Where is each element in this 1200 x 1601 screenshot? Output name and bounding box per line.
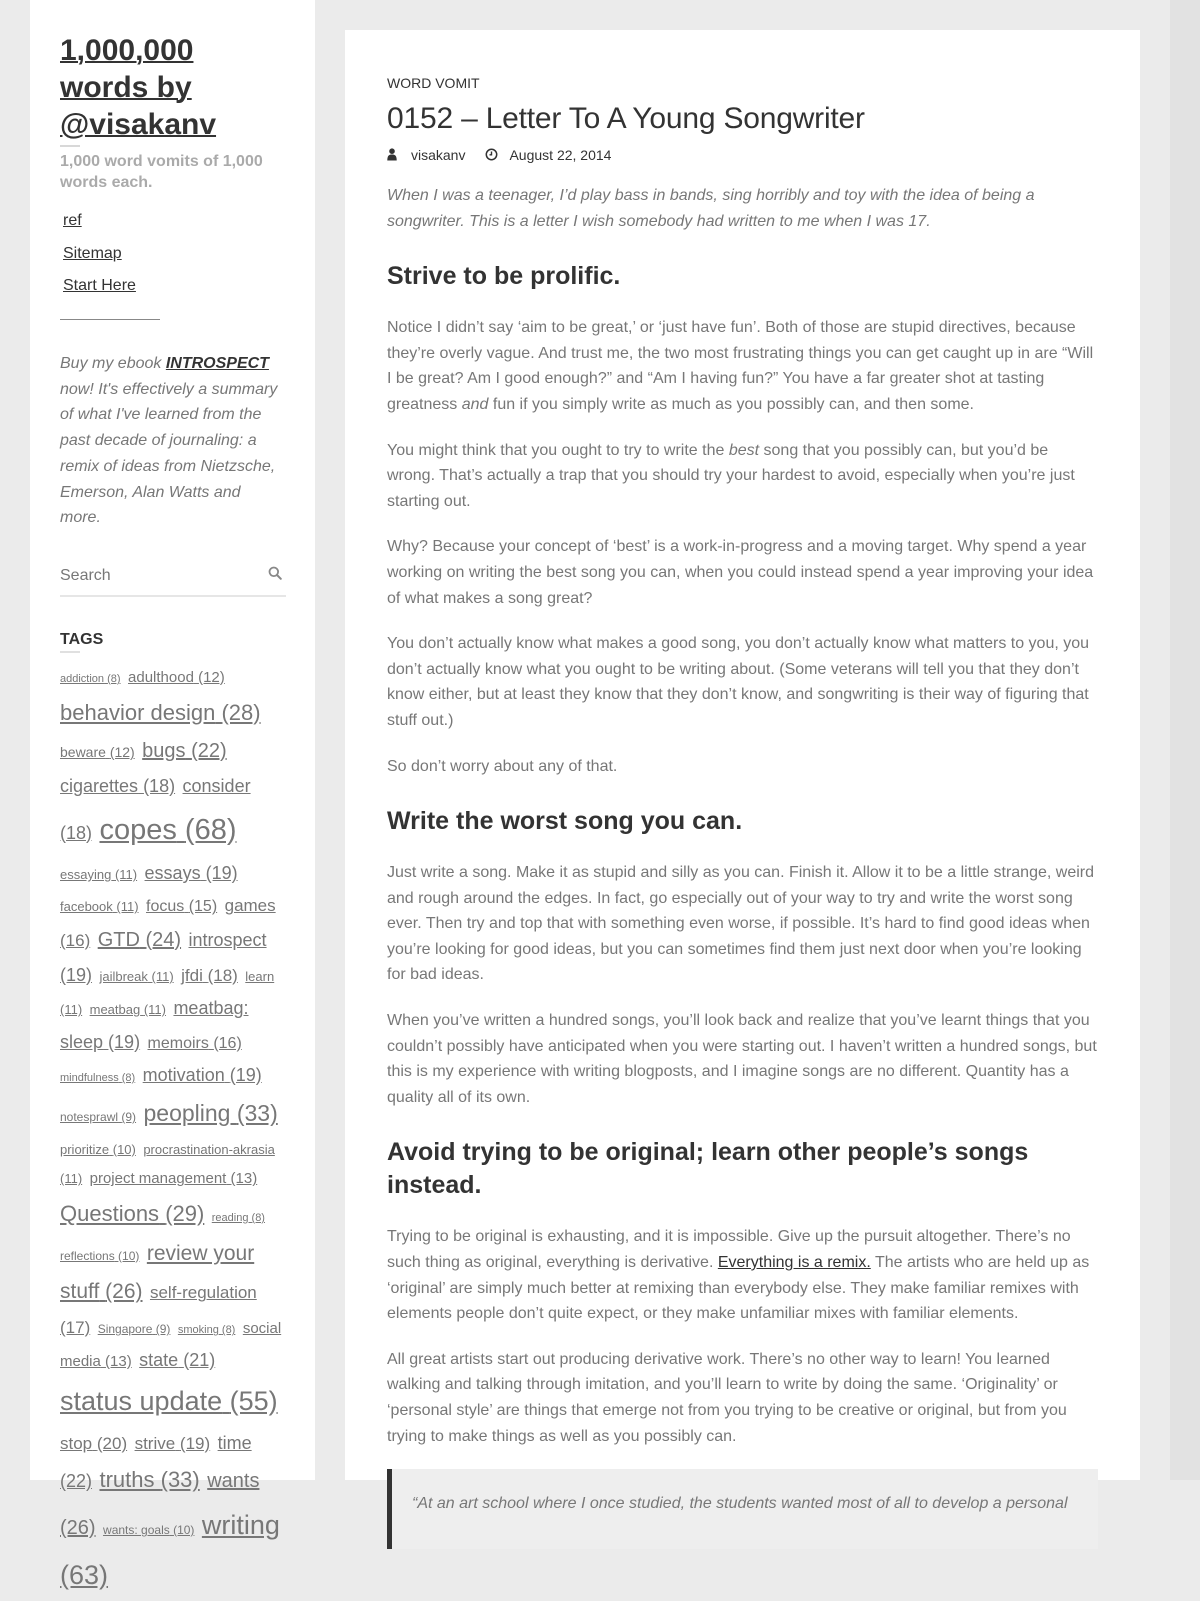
tag-count: (21) <box>183 1349 216 1370</box>
nav-link-start-here[interactable]: Start Here <box>63 277 136 294</box>
tag-count: (19) <box>205 863 238 884</box>
tag-count: (22) <box>191 740 227 763</box>
text: You might think that you ought to try to write the <box>387 441 729 459</box>
tag-count: (11) <box>143 1002 166 1018</box>
tag-name: Questions <box>60 1200 160 1226</box>
tag-link[interactable] <box>60 1249 139 1263</box>
promo-prefix: Buy my ebook <box>60 355 166 372</box>
section-heading-original: Avoid trying to be original; learn other people’s songs instead. <box>387 1138 1029 1200</box>
paragraph: Just write a song. Make it as stupid and silly as you can. Finish it. Allow it to be a little strange, weird and rough around the edges. In fact, go especially out of your way to try and write the worst song ever. Then try and top that with something even worse, if possible. It’s hard to find good ideas when you’re looking for good ideas, but you can sometimes find them just next door when you’re looking for bad ideas. <box>387 864 1094 984</box>
tag-name: consider <box>182 776 251 797</box>
tag-link[interactable] <box>60 899 139 914</box>
tag-count: (26) <box>105 1280 143 1304</box>
tag-count: (11) <box>151 969 174 985</box>
tag-count: (10) <box>173 1523 195 1538</box>
search-input[interactable] <box>60 567 260 585</box>
tag-name: notesprawl <box>60 1110 119 1125</box>
tag-link[interactable] <box>135 1434 211 1453</box>
tag-link[interactable] <box>60 1201 204 1226</box>
tag-cloud <box>60 663 286 1601</box>
tag-count: (11) <box>114 867 138 883</box>
tag-link[interactable] <box>60 1386 278 1416</box>
tag-name: adulthood <box>128 668 194 686</box>
post-date: August 22, 2014 <box>509 147 612 163</box>
tag-link[interactable] <box>60 1072 135 1084</box>
post-category-link[interactable]: WORD VOMIT <box>387 75 480 91</box>
tag-count: (8) <box>221 1324 236 1337</box>
tag-count: (13) <box>230 1170 258 1188</box>
tag-link[interactable] <box>143 1065 262 1085</box>
tag-count: (18) <box>207 966 238 986</box>
tag-count: (22) <box>60 1471 93 1492</box>
tag-link[interactable] <box>60 700 261 725</box>
tag-name: copes <box>99 813 177 846</box>
tag-link[interactable] <box>139 1350 215 1370</box>
tag-count: (9) <box>121 1110 137 1125</box>
text: song that you possibly can, but you’d be wrong. That’s actually a trap that you should try your hardest to avoid, especially when you’re just starting out. <box>387 441 1075 510</box>
tag-link[interactable] <box>60 867 137 882</box>
tag-name: reading <box>211 1211 249 1224</box>
tag-name: bugs <box>142 740 186 763</box>
sidebar-divider <box>60 319 160 320</box>
nav-link-ref[interactable]: ref <box>63 212 82 229</box>
text: fun if you simply write as much as you possibly can, and then some. <box>488 395 974 413</box>
tag-count: (8) <box>121 1071 136 1084</box>
tag-name: review your stuff <box>60 1241 255 1304</box>
tag-name: GTD <box>97 929 140 952</box>
paragraph: Why? Because your concept of ‘best’ is a work-in-progress and a moving target. Why spend a year working on writing the best song you can, when you could instead spend a year improving your idea of what makes a song great? <box>387 538 1094 607</box>
site-tagline: 1,000 word vomits of 1,000 words each. <box>60 153 263 191</box>
tag-count: (10) <box>112 1141 136 1157</box>
tag-name: time <box>217 1433 252 1454</box>
tag-name: project management <box>89 1170 227 1188</box>
tag-count: (16) <box>213 1034 242 1052</box>
tag-link[interactable] <box>212 1212 265 1224</box>
tag-count: (17) <box>60 1318 91 1338</box>
post-intro: When I was a teenager, I’d play bass in bands, sing horribly and toy with the idea of being a songwriter. This is a letter I wish somebody had written to me when I was 17. <box>387 187 1035 230</box>
tag-link[interactable] <box>99 969 173 984</box>
title-underline-decoration <box>60 145 80 147</box>
tag-count: (8) <box>251 1211 265 1224</box>
paragraph <box>387 315 1098 417</box>
tag-name: smoking <box>177 1324 219 1337</box>
tag-name: essaying <box>60 867 112 883</box>
paragraph <box>387 438 1098 515</box>
tag-count: (11) <box>60 1002 83 1018</box>
tag-name: introspect <box>188 930 267 951</box>
post-title: 0152 – Letter To A Young Songwriter <box>387 102 865 135</box>
tag-name: peopling <box>143 1100 231 1127</box>
paragraph: When you’ve written a hundred songs, you’ll look back and realize that you’ve learnt things that you couldn’t possibly have anticipated when you were starting out. I haven’t written a hundred songs, but this is my experience with writing blogposts, and I imagine songs are no different. Quantity has a quality all of its own. <box>387 1012 1097 1106</box>
tag-link[interactable] <box>178 1324 235 1336</box>
search-form <box>60 561 286 597</box>
tag-link[interactable] <box>99 814 236 846</box>
tag-link[interactable] <box>90 1002 166 1017</box>
tag-name: status update <box>60 1386 223 1417</box>
tag-count: (16) <box>60 931 91 951</box>
tag-count: (19) <box>229 1064 262 1085</box>
ebook-link[interactable]: INTROSPECT <box>165 355 269 372</box>
tag-name: jailbreak <box>99 969 148 985</box>
tag-name: reflections <box>60 1248 115 1263</box>
tag-count: (15) <box>188 898 218 916</box>
tag-count: (18) <box>143 776 176 797</box>
section-heading-prolific: Strive to be prolific. <box>387 262 621 291</box>
tag-name: writing <box>201 1510 280 1541</box>
paragraph <box>387 1224 1098 1326</box>
tag-count: (9) <box>155 1322 171 1337</box>
tag-count: (68) <box>184 813 237 846</box>
tag-count: (20) <box>96 1434 128 1454</box>
tag-link[interactable] <box>60 1110 136 1124</box>
sidebar-nav <box>60 211 285 296</box>
tags-heading: TAGS <box>60 630 104 648</box>
nav-link-sitemap[interactable]: Sitemap <box>63 244 122 262</box>
clock-icon <box>485 148 497 162</box>
tag-link[interactable] <box>148 1035 242 1052</box>
tag-count: (18) <box>60 822 93 843</box>
emphasis: and <box>461 395 489 413</box>
tag-count: (19) <box>179 1434 211 1454</box>
tag-name: learn <box>245 969 275 985</box>
tag-link[interactable] <box>60 673 121 685</box>
post-meta <box>387 145 1098 165</box>
tag-link[interactable] <box>60 1142 136 1157</box>
tag-name: beware <box>60 744 106 761</box>
tag-link[interactable] <box>90 1170 258 1187</box>
user-icon <box>387 148 399 162</box>
tag-name: social media <box>60 1320 282 1370</box>
ebook-promo <box>60 351 285 531</box>
paragraph: So don’t worry about any of that. <box>387 757 618 775</box>
tag-count: (10) <box>118 1248 140 1263</box>
tag-count: (33) <box>160 1467 200 1493</box>
tag-name: stop <box>60 1434 93 1454</box>
tag-name: meatbag: sleep <box>60 998 249 1052</box>
tag-name: mindfulness <box>60 1071 119 1084</box>
page-edge <box>1170 0 1200 1480</box>
tag-link[interactable] <box>144 1100 278 1126</box>
tag-count: (19) <box>108 1031 141 1052</box>
tag-name: wants: goals <box>103 1523 170 1538</box>
tag-name: jfdi <box>181 966 203 986</box>
tag-link[interactable] <box>146 898 217 915</box>
tag-name: truths <box>99 1467 155 1493</box>
tag-link[interactable] <box>103 1523 194 1537</box>
section-heading-worst-song: Write the worst song you can. <box>387 807 743 836</box>
tag-link[interactable] <box>142 740 227 762</box>
tag-name: procrastination-akrasia <box>143 1141 275 1157</box>
tag-name: memoirs <box>147 1034 209 1052</box>
blockquote: “At an art school where I once studied, the students wanted most of all to develop a personal <box>387 1469 1098 1549</box>
tags-heading-underline <box>60 651 80 653</box>
post-author-link[interactable]: visakanv <box>411 147 466 163</box>
tag-count: (12) <box>109 744 135 761</box>
tag-name: strive <box>134 1434 176 1454</box>
tag-count: (19) <box>60 965 93 986</box>
tag-name: Singapore <box>97 1322 153 1337</box>
tag-count: (24) <box>145 929 182 952</box>
paragraph: All great artists start out producing derivative work. There’s no other way to learn! You learned walking and talking through imitation, and you’ll learn to write by doing the same. ‘Originality’ or ‘personal style’ are things that emerge not from you trying to be creative or original, but from you trying to make things as well as you possibly can. <box>387 1350 1067 1445</box>
tag-name: state <box>139 1349 179 1370</box>
tag-name: addiction <box>60 672 105 685</box>
tag-link[interactable] <box>98 1322 171 1336</box>
text: Notice I didn’t say ‘aim to be great,’ or ‘just have fun’. Both of those are stupid directives, because they’re overly vague. And trust me, the two most frustrating things you can get caught up in are “Will I be great? Am I good enough?” and “Am I having fun?” You have a far greater shot at tasting greatness <box>387 319 1094 413</box>
tag-name: meatbag <box>89 1002 141 1018</box>
tag-count: (55) <box>229 1386 278 1417</box>
tag-link[interactable] <box>128 669 225 686</box>
tag-link[interactable] <box>60 1434 127 1453</box>
tag-name: prioritize <box>60 1141 110 1157</box>
tag-name: self-regulation <box>149 1283 257 1303</box>
text: Trying to be original is exhausting, and it is impossible. Give up the pursuit altogether. There’s no such thing as original, everything is derivative. <box>387 1228 1071 1272</box>
promo-suffix: now! It's effectively a summary of what I've learned from the past decade of journaling: a remix of ideas from Nietzsche, Emerson, Alan Watts and more. <box>60 380 278 527</box>
tag-count: (12) <box>198 668 225 686</box>
everything-is-a-remix-link[interactable]: Everything is a remix. <box>717 1254 871 1272</box>
tag-name: essays <box>144 863 201 884</box>
tag-count: (63) <box>60 1560 109 1591</box>
tag-link[interactable] <box>98 929 181 951</box>
tag-name: motivation <box>142 1064 225 1085</box>
site-title-link[interactable]: 1,000,000 words by @visakanv <box>60 34 217 141</box>
tag-link[interactable] <box>60 744 135 760</box>
tag-count: (8) <box>107 672 121 685</box>
paragraph: You don’t actually know what makes a good song, you don’t actually know what matters to you, you don’t actually know what you ought to be writing about. (Some veterans will tell you that they don’t know either, but at least they know that they don’t know, and songwriting is their way of figuring that stuff out.) <box>387 635 1090 729</box>
tag-count: (33) <box>236 1100 278 1127</box>
post-article <box>345 30 1140 1513</box>
tag-link[interactable] <box>181 966 238 985</box>
tag-link[interactable] <box>60 776 175 796</box>
tag-name: games <box>224 896 276 916</box>
sidebar <box>30 0 315 1591</box>
tag-name: facebook <box>60 899 113 915</box>
emphasis: best <box>728 441 760 459</box>
tag-count: (11) <box>60 1171 83 1187</box>
tag-count: (26) <box>60 1517 96 1540</box>
tag-link[interactable] <box>145 863 238 883</box>
tag-name: cigarettes <box>60 776 139 797</box>
tag-count: (29) <box>165 1200 205 1226</box>
tag-name: wants <box>207 1470 260 1493</box>
tag-count: (11) <box>116 899 139 915</box>
tag-count: (28) <box>221 699 261 725</box>
search-icon[interactable] <box>268 566 284 582</box>
tag-name: behavior design <box>60 699 216 725</box>
text: The artists who are held up as ‘original’ are simply much better at remixing than everybody else. They make familiar remixes with elements people don’t quite expect, or they make unfamiliar mixes with familiar elements. <box>387 1254 1090 1323</box>
tag-name: focus <box>146 898 185 916</box>
tag-count: (13) <box>105 1352 132 1370</box>
